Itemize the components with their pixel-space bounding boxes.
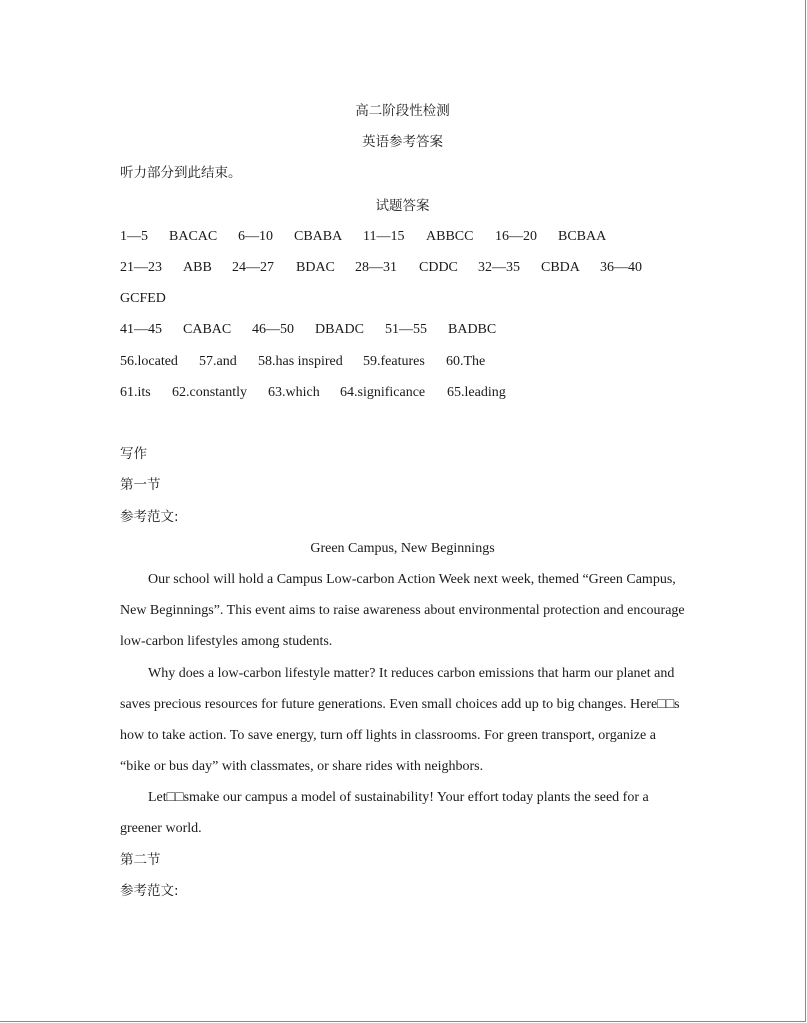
essay-line: Let□□smake our campus a model of sustainability! Your effort today plants the seed for a — [148, 790, 649, 805]
answer-item: 58.has inspired — [258, 354, 343, 369]
answer-range: 24—27 — [232, 260, 274, 275]
answer-value: DBADC — [315, 322, 365, 337]
page-title: 高二阶段性检测 — [355, 103, 450, 119]
answer-value: BDAC — [296, 260, 335, 275]
answer-value: CABAC — [183, 322, 232, 337]
answer-item: 57.and — [199, 354, 237, 369]
essay-line: how to take action. To save energy, turn off lights in classrooms. For green transport, organize a — [120, 728, 656, 743]
answer-range: 16—20 — [495, 229, 537, 244]
answer-range: 21—23 — [120, 260, 162, 275]
answer-range: 51—55 — [385, 322, 427, 337]
answer-range: 11—15 — [363, 229, 405, 244]
answer-value: CBABA — [294, 229, 343, 244]
answer-item: 59.features — [363, 354, 425, 369]
answer-value: ABBCC — [426, 229, 474, 244]
essay-line: greener world. — [120, 821, 202, 836]
answer-item: 65.leading — [447, 385, 506, 400]
listening-end-note: 听力部分到此结束。 — [120, 165, 242, 181]
answer-item: 61.its — [120, 385, 151, 400]
answer-value: CDDC — [419, 260, 458, 275]
answer-row-3: GCFED — [120, 291, 166, 306]
answer-item: 60.The — [446, 354, 486, 369]
essay-line: Why does a low-carbon lifestyle matter? It reduces carbon emissions that harm our planet and — [148, 666, 675, 681]
answer-range: 46—50 — [252, 322, 294, 337]
essay-line: Our school will hold a Campus Low-carbon Action Week next week, themed “Green Campus, — [148, 572, 676, 587]
essay-line: low-carbon lifestyles among students. — [120, 634, 333, 649]
page-subtitle: 英语参考答案 — [362, 134, 443, 150]
answer-range: 28—31 — [355, 260, 397, 275]
answer-item: 56.located — [120, 354, 178, 369]
answer-range: 1—5 — [120, 229, 148, 244]
section-2-heading: 第二节 — [120, 852, 161, 868]
answer-value: BACAC — [169, 229, 218, 244]
answer-row-5 — [120, 354, 720, 370]
essay-title: Green Campus, New Beginnings — [310, 541, 495, 556]
sample-essay-label-2: 参考范文: — [120, 883, 179, 899]
answers-heading: 试题答案 — [375, 198, 430, 214]
essay-line: New Beginnings”. This event aims to raise awareness about environmental protection and encourage — [120, 603, 685, 618]
answer-row-6 — [120, 385, 720, 401]
sample-essay-label: 参考范文: — [120, 509, 179, 525]
answer-value: ABB — [183, 260, 212, 275]
essay-line: saves precious resources for future generations. Even small choices add up to big changes. Here□□s — [120, 697, 680, 712]
answer-value: BADBC — [448, 322, 497, 337]
writing-heading: 写作 — [120, 446, 147, 462]
answer-row-2 — [120, 260, 720, 276]
answer-range: 41—45 — [120, 322, 162, 337]
answer-item: 63.which — [268, 385, 320, 400]
answer-row-4 — [120, 322, 720, 338]
answer-value: CBDA — [541, 260, 580, 275]
section-1-heading: 第一节 — [120, 477, 161, 493]
answer-row-1 — [120, 229, 720, 245]
answer-range: 32—35 — [478, 260, 520, 275]
answer-range: 36—40 — [600, 260, 642, 275]
answer-value: BCBAA — [558, 229, 607, 244]
answer-item: 62.constantly — [172, 385, 248, 400]
answer-range: 6—10 — [238, 229, 273, 244]
essay-line: “bike or bus day” with classmates, or share rides with neighbors. — [120, 759, 484, 774]
answer-item: 64.significance — [340, 385, 426, 400]
